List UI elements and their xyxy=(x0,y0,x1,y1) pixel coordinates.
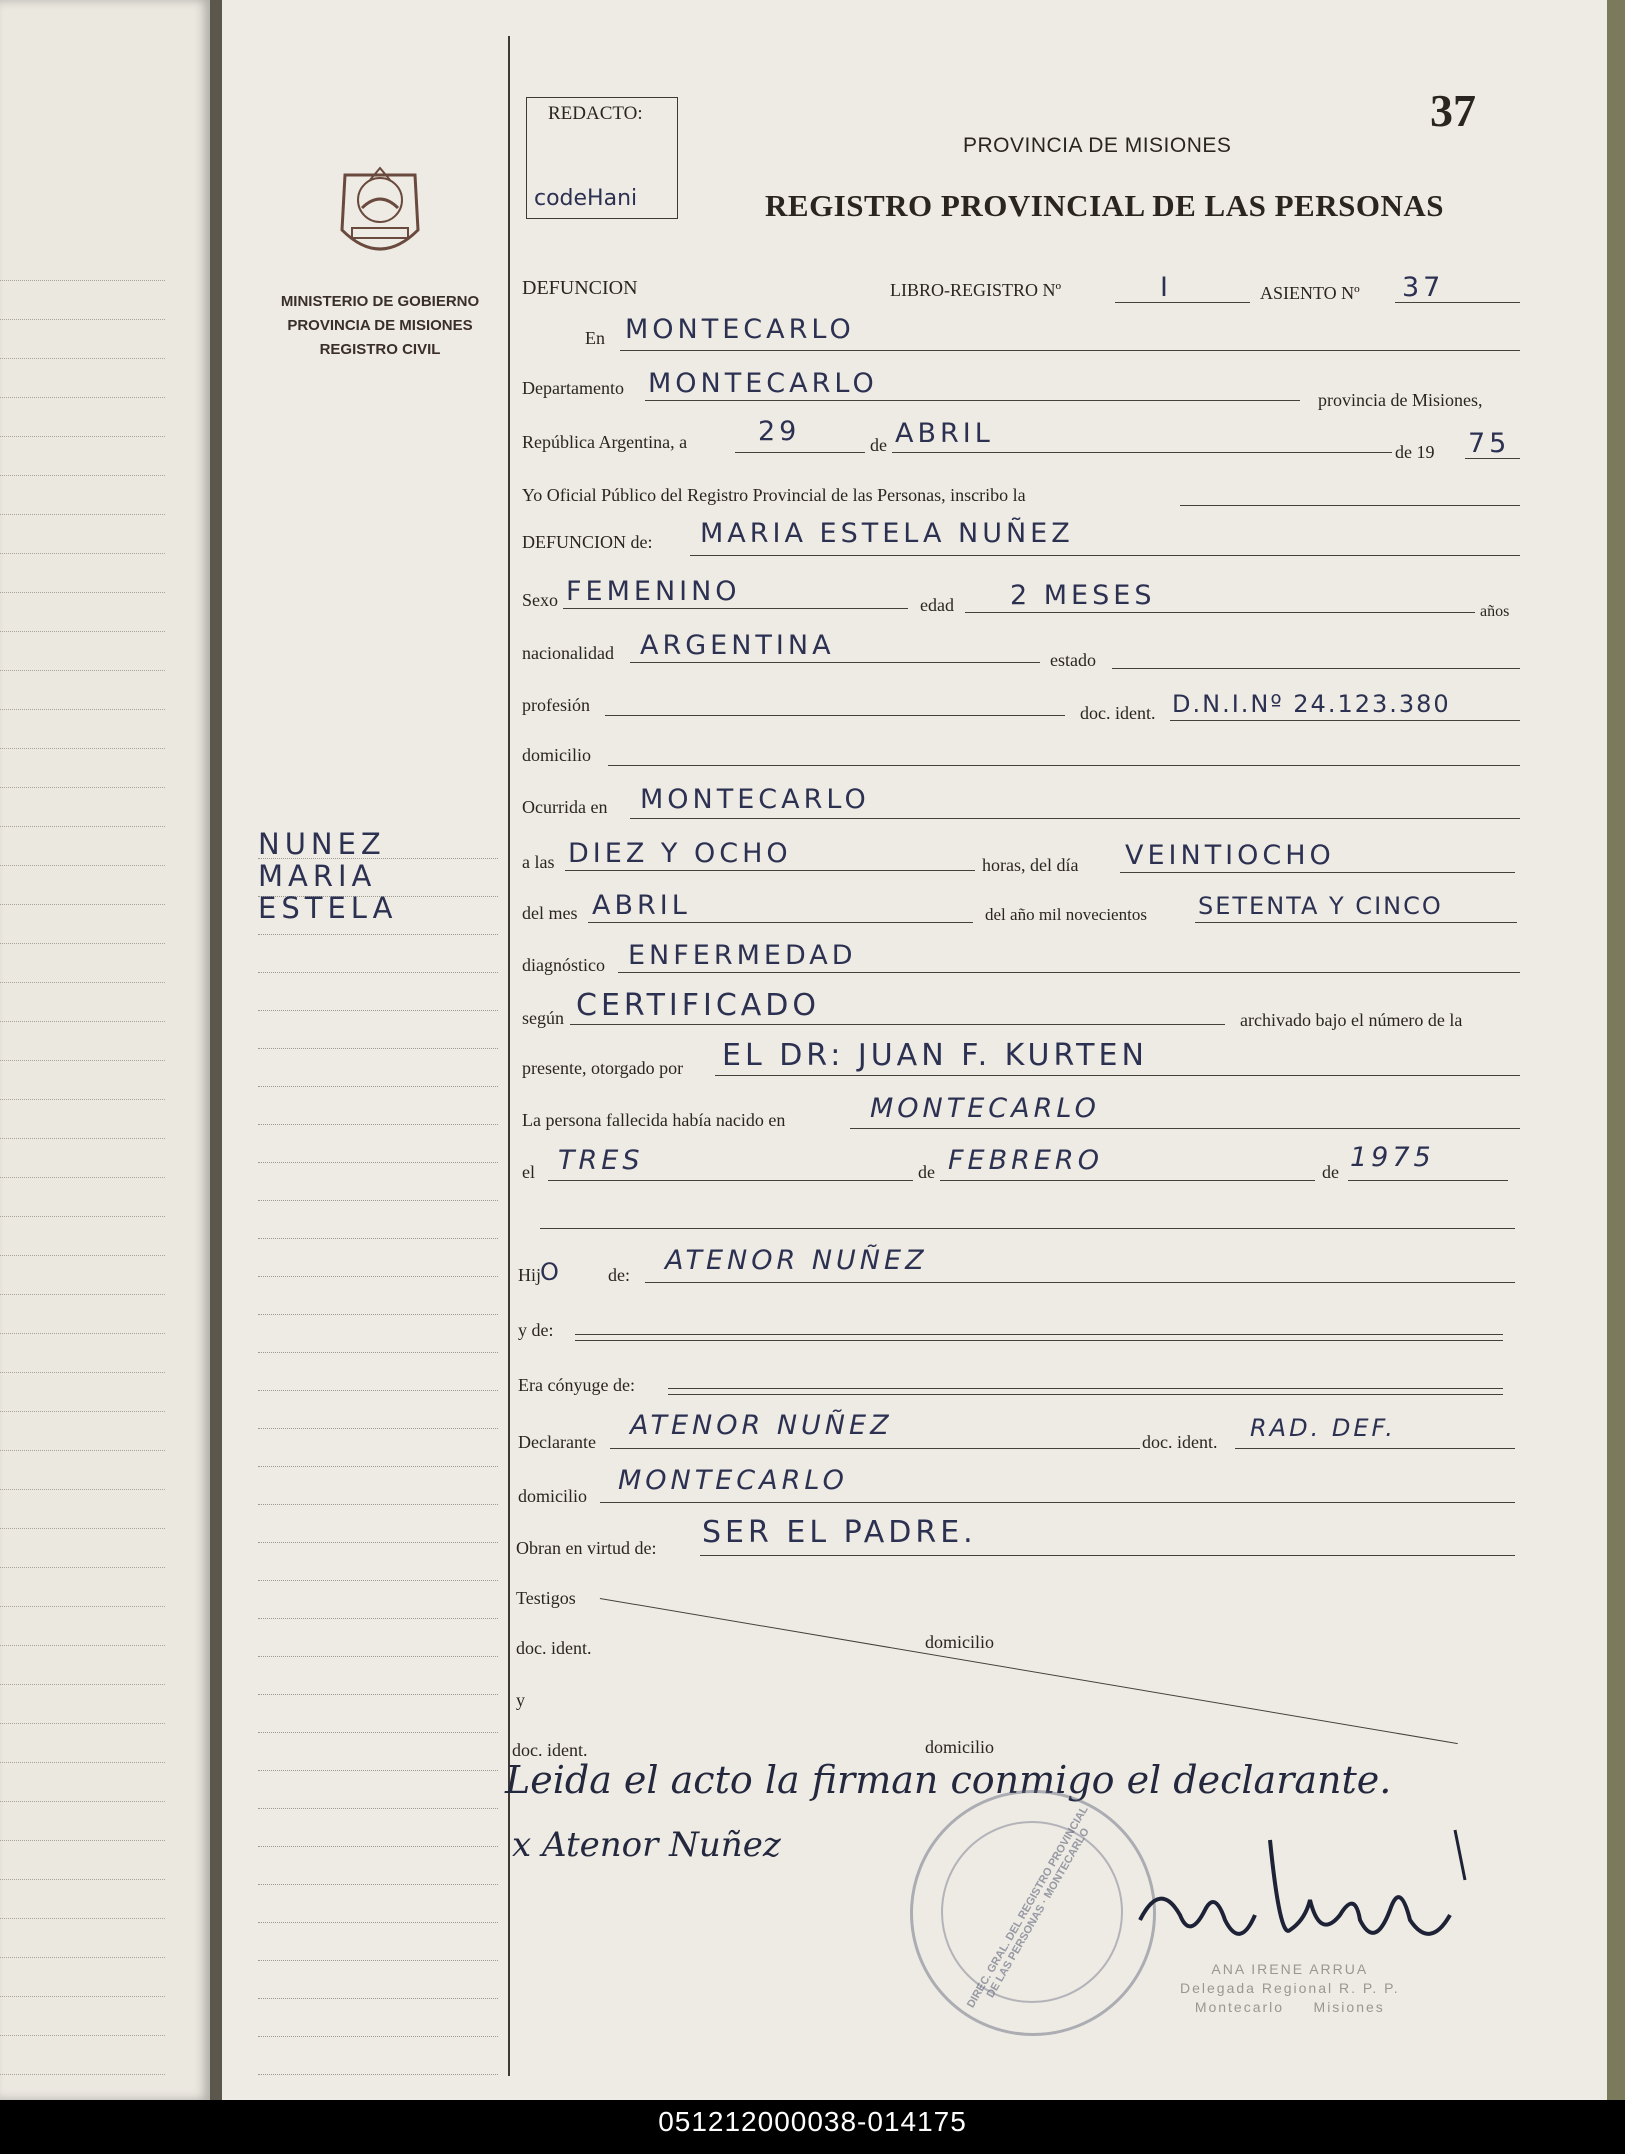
en-label: En xyxy=(585,328,605,348)
margin-ruled-line xyxy=(258,1960,498,1961)
declarante-domicilio-value: MONTECARLO xyxy=(618,1465,848,1496)
ruled-line xyxy=(0,436,165,437)
ano-value: SETENTA Y CINCO xyxy=(1198,892,1443,920)
edad-value: 2 MESES xyxy=(1010,580,1156,611)
del-ano-label: del año mil novecientos xyxy=(985,905,1147,924)
testigos-label: Testigos xyxy=(516,1588,576,1608)
departamento-label: Departamento xyxy=(522,378,624,398)
ruled-line xyxy=(0,592,165,593)
madre-line-2 xyxy=(575,1340,1503,1341)
margin-ruled-line xyxy=(258,1086,498,1087)
day-line xyxy=(735,452,865,453)
birth-de-label: de xyxy=(918,1162,935,1182)
page-number: 37 xyxy=(1430,85,1476,136)
margin-ruled-line xyxy=(258,1808,498,1809)
official-signature xyxy=(1130,1820,1490,1980)
nacido-label: La persona fallecida había nacido en xyxy=(522,1110,786,1130)
dia-value: VEINTIOCHO xyxy=(1125,840,1335,871)
ministry-block xyxy=(250,290,510,362)
declarante-label: Declarante xyxy=(518,1432,596,1452)
libro-label: LIBRO-REGISTRO Nº xyxy=(890,280,1062,300)
ruled-line xyxy=(0,397,165,398)
declarante-domicilio-label: domicilio xyxy=(518,1486,587,1506)
margin-name xyxy=(258,828,397,924)
delegate-city xyxy=(1180,1998,1400,2017)
ruled-line xyxy=(0,1021,165,1022)
ruled-line xyxy=(0,1567,165,1568)
del-mes-label: del mes xyxy=(522,903,578,923)
ruled-line xyxy=(0,748,165,749)
ruled-line xyxy=(0,1801,165,1802)
mes-line xyxy=(588,922,973,923)
redacto-value: codeHani xyxy=(534,186,638,211)
ruled-line xyxy=(0,1957,165,1958)
dia-line xyxy=(1120,872,1515,873)
ruled-line xyxy=(0,1489,165,1490)
declarante-doc-value: RAD. DEF. xyxy=(1250,1414,1396,1442)
ruled-line xyxy=(0,1255,165,1256)
conyuge-line xyxy=(668,1388,1503,1389)
declaration-statement: Yo Oficial Público del Registro Provincial de las Personas, inscribo la xyxy=(522,485,1026,505)
sexo-value: FEMENINO xyxy=(566,576,741,607)
obran-value: SER EL PADRE. xyxy=(702,1515,977,1550)
hij-de-label: de: xyxy=(608,1265,630,1285)
act-type-label: DEFUNCION xyxy=(522,277,638,299)
redacto-label: REDACTO: xyxy=(548,103,643,124)
otorgado-value: EL DR: JUAN F. KURTEN xyxy=(722,1038,1148,1073)
libro-line xyxy=(1115,302,1250,303)
segun-line xyxy=(570,1024,1225,1025)
diagnostico-value: ENFERMEDAD xyxy=(628,940,857,971)
asiento-label: ASIENTO Nº xyxy=(1260,283,1360,303)
birth-day-line xyxy=(548,1180,913,1181)
margin-ruled-line xyxy=(258,1618,498,1619)
nacionalidad-value: ARGENTINA xyxy=(640,630,835,661)
y-de-label: y de: xyxy=(518,1320,554,1340)
ruled-line xyxy=(0,709,165,710)
nacido-value: MONTECARLO xyxy=(870,1093,1100,1124)
delegate-province: Misiones xyxy=(1313,1999,1385,2015)
hora-line xyxy=(565,870,975,871)
estado-line xyxy=(1112,668,1520,669)
ministry-line: PROVINCIA DE MISIONES xyxy=(287,317,473,334)
margin-ruled-line xyxy=(258,2036,498,2037)
republica-label: República Argentina, a xyxy=(522,432,688,452)
ruled-line xyxy=(0,475,165,476)
birth-month-value: FEBRERO xyxy=(948,1145,1103,1176)
declarante-line xyxy=(610,1448,1140,1449)
margin-ruled-line xyxy=(258,1542,498,1543)
ruled-line xyxy=(0,514,165,515)
provincia-label: provincia de Misiones, xyxy=(1318,390,1483,410)
mes-value: ABRIL xyxy=(592,890,691,921)
asiento-value: 37 xyxy=(1402,272,1445,303)
testigo1-doc-label: doc. ident. xyxy=(516,1638,592,1658)
ruled-line xyxy=(0,319,165,320)
doc-ident-value: D.N.I.Nº 24.123.380 xyxy=(1172,690,1451,718)
margin-ruled-line xyxy=(258,1504,498,1505)
ruled-line xyxy=(0,1177,165,1178)
de-label: de xyxy=(870,435,887,455)
en-value: MONTECARLO xyxy=(625,314,855,345)
hij-label: Hij xyxy=(518,1265,542,1285)
official-stamp xyxy=(910,1790,1156,2036)
page-edge xyxy=(1607,0,1625,2100)
margin-ruled-line xyxy=(258,1694,498,1695)
nacido-line xyxy=(850,1128,1520,1129)
ruled-line xyxy=(0,1684,165,1685)
ruled-line xyxy=(0,1216,165,1217)
nacionalidad-line xyxy=(630,662,1040,663)
margin-ruled-line xyxy=(258,1352,498,1353)
a-las-label: a las xyxy=(522,852,555,872)
margin-ruled-line xyxy=(258,1048,498,1049)
ministry-line: MINISTERIO DE GOBIERNO xyxy=(280,293,480,310)
blank-line xyxy=(540,1228,1515,1229)
hora-value: DIEZ Y OCHO xyxy=(568,838,792,869)
ruled-line xyxy=(0,1450,165,1451)
ruled-line xyxy=(0,280,165,281)
obran-label: Obran en virtud de: xyxy=(516,1538,657,1558)
ruled-line xyxy=(0,1333,165,1334)
obran-line xyxy=(700,1555,1515,1556)
ruled-line xyxy=(0,1528,165,1529)
birth-year-de-label: de xyxy=(1322,1162,1339,1182)
margin-second-name: ESTELA xyxy=(258,891,398,925)
profesion-label: profesión xyxy=(522,695,590,715)
statement-line xyxy=(1180,505,1520,506)
conyuge-label: Era cónyuge de: xyxy=(518,1375,635,1395)
header-province: PROVINCIA DE MISIONES xyxy=(963,134,1232,157)
ocurrida-line xyxy=(630,818,1520,819)
presente-label: presente, otorgado por xyxy=(522,1058,684,1078)
en-line xyxy=(620,350,1520,351)
margin-first-name: MARIA xyxy=(258,859,377,893)
birth-year-value: 1975 xyxy=(1350,1142,1435,1173)
otorgado-line xyxy=(715,1075,1520,1076)
ruled-line xyxy=(0,982,165,983)
ministry-line: REGISTRO CIVIL xyxy=(319,341,441,358)
doc-line xyxy=(1170,720,1520,721)
margin-ruled-line xyxy=(258,1466,498,1467)
ocurrida-value: MONTECARLO xyxy=(640,784,870,815)
delegate-city-name: Montecarlo xyxy=(1194,1999,1285,2015)
date-month-value: ABRIL xyxy=(895,418,994,449)
barcode-number: 051212000038-014175 xyxy=(658,2106,967,2137)
name-line xyxy=(690,555,1520,556)
ruled-line xyxy=(0,631,165,632)
el-label: el xyxy=(522,1162,535,1182)
declarante-doc-label: doc. ident. xyxy=(1142,1432,1218,1452)
anos-label: años xyxy=(1480,603,1510,620)
birth-day-value: TRES xyxy=(558,1145,644,1176)
ruled-line xyxy=(0,1099,165,1100)
declarante-doc-line xyxy=(1235,1448,1515,1449)
ruled-line xyxy=(0,1840,165,1841)
diagnostico-label: diagnóstico xyxy=(522,955,605,975)
margin-ruled-line xyxy=(258,1238,498,1239)
stamp-text: DIREC. GRAL. DEL REGISTRO PROVINCIAL DE LAS PERSONAS · MONTECARLO xyxy=(964,1804,1092,2010)
ruled-line xyxy=(0,553,165,554)
date-day-value: 29 xyxy=(758,416,801,447)
testigo1-domicilio-label: domicilio xyxy=(925,1632,994,1652)
margin-ruled-line xyxy=(258,1314,498,1315)
ruled-line xyxy=(0,2074,165,2075)
margin-ruled-line xyxy=(258,1200,498,1201)
nacionalidad-label: nacionalidad xyxy=(522,643,614,663)
margin-surname: NUNEZ xyxy=(258,827,386,861)
ruled-line xyxy=(0,1372,165,1373)
deceased-name-value: MARIA ESTELA NUÑEZ xyxy=(700,518,1074,549)
margin-ruled-line xyxy=(258,972,498,973)
conyuge-line-2 xyxy=(668,1394,1503,1395)
testigo2-domicilio-label: domicilio xyxy=(925,1737,994,1757)
year-prefix-label: de 19 xyxy=(1395,442,1435,462)
margin-ruled-line xyxy=(258,1998,498,1999)
archivado-label: archivado bajo el número de la xyxy=(1240,1010,1463,1030)
hij-suffix-value: O xyxy=(540,1258,559,1286)
coat-of-arms-seal-icon xyxy=(330,160,430,270)
segun-value: CERTIFICADO xyxy=(576,988,821,1023)
ruled-line xyxy=(0,670,165,671)
ruled-line xyxy=(0,1645,165,1646)
margin-ruled-line xyxy=(258,1656,498,1657)
libro-value: I xyxy=(1160,272,1172,303)
ruled-line xyxy=(0,1918,165,1919)
departamento-line xyxy=(645,400,1300,401)
defuncion-de-label: DEFUNCION de: xyxy=(522,532,653,552)
sexo-line xyxy=(563,608,908,609)
margin-ruled-line xyxy=(258,1162,498,1163)
date-year-value: 75 xyxy=(1468,428,1511,459)
ruled-line xyxy=(0,1294,165,1295)
delegate-stamp xyxy=(1180,1960,1400,2017)
delegate-title: Delegada Regional R. P. P. xyxy=(1180,1980,1400,1996)
ruled-line xyxy=(0,1060,165,1061)
ano-line xyxy=(1195,922,1517,923)
book-gutter xyxy=(210,0,222,2100)
margin-ruled-line xyxy=(258,1770,498,1771)
diagnostico-line xyxy=(618,972,1520,973)
departamento-value: MONTECARLO xyxy=(648,368,878,399)
margin-ruled-line xyxy=(258,1922,498,1923)
ruled-line xyxy=(0,1996,165,1997)
declarant-signature: x Atenor Nuñez xyxy=(512,1825,781,1865)
padre-value: ATENOR NUÑEZ xyxy=(665,1245,928,1276)
ocurrida-label: Ocurrida en xyxy=(522,797,608,817)
margin-ruled-line xyxy=(258,1580,498,1581)
padre-line xyxy=(645,1282,1515,1283)
declarante-value: ATENOR NUÑEZ xyxy=(630,1410,893,1441)
edad-label: edad xyxy=(920,595,954,615)
margin-ruled-line xyxy=(258,2074,498,2075)
margin-ruled-line xyxy=(258,1884,498,1885)
madre-line xyxy=(575,1334,1503,1335)
profesion-line xyxy=(605,715,1065,716)
testigo2-doc-label: doc. ident. xyxy=(512,1740,588,1760)
ruled-line xyxy=(0,943,165,944)
domicilio-label: domicilio xyxy=(522,745,591,765)
ruled-line xyxy=(0,358,165,359)
left-page xyxy=(0,0,210,2100)
header-title: REGISTRO PROVINCIAL DE LAS PERSONAS xyxy=(765,188,1444,223)
margin-ruled-line xyxy=(258,1010,498,1011)
delegate-name: ANA IRENE ARRUA xyxy=(1211,1961,1369,1977)
margin-ruled-line xyxy=(258,1732,498,1733)
estado-label: estado xyxy=(1050,650,1096,670)
declarante-domicilio-line xyxy=(600,1502,1515,1503)
birth-year-line xyxy=(1348,1180,1508,1181)
y-label: y xyxy=(516,1690,525,1710)
ruled-line xyxy=(0,1762,165,1763)
ruled-line xyxy=(0,1138,165,1139)
month-line xyxy=(892,452,1392,453)
horas-label: horas, del día xyxy=(982,855,1079,875)
closing-statement: Leida el acto la firman conmigo el declarante. xyxy=(505,1758,1392,1802)
margin-ruled-line xyxy=(258,1276,498,1277)
margin-ruled-line xyxy=(258,1428,498,1429)
sexo-label: Sexo xyxy=(522,590,558,610)
ruled-line xyxy=(0,787,165,788)
doc-ident-label: doc. ident. xyxy=(1080,703,1156,723)
margin-ruled-line xyxy=(258,934,498,935)
ruled-line xyxy=(0,1723,165,1724)
margin-ruled-line xyxy=(258,1846,498,1847)
ruled-line xyxy=(0,1606,165,1607)
ruled-line xyxy=(0,904,165,905)
margin-ruled-line xyxy=(258,1390,498,1391)
ruled-line xyxy=(0,2035,165,2036)
domicilio-line xyxy=(608,765,1520,766)
ruled-line xyxy=(0,826,165,827)
ruled-line xyxy=(0,1879,165,1880)
margin-ruled-line xyxy=(258,1124,498,1125)
ruled-line xyxy=(0,1411,165,1412)
edad-line xyxy=(965,612,1475,613)
ruled-line xyxy=(0,865,165,866)
birth-month-line xyxy=(940,1180,1315,1181)
segun-label: según xyxy=(522,1008,564,1028)
